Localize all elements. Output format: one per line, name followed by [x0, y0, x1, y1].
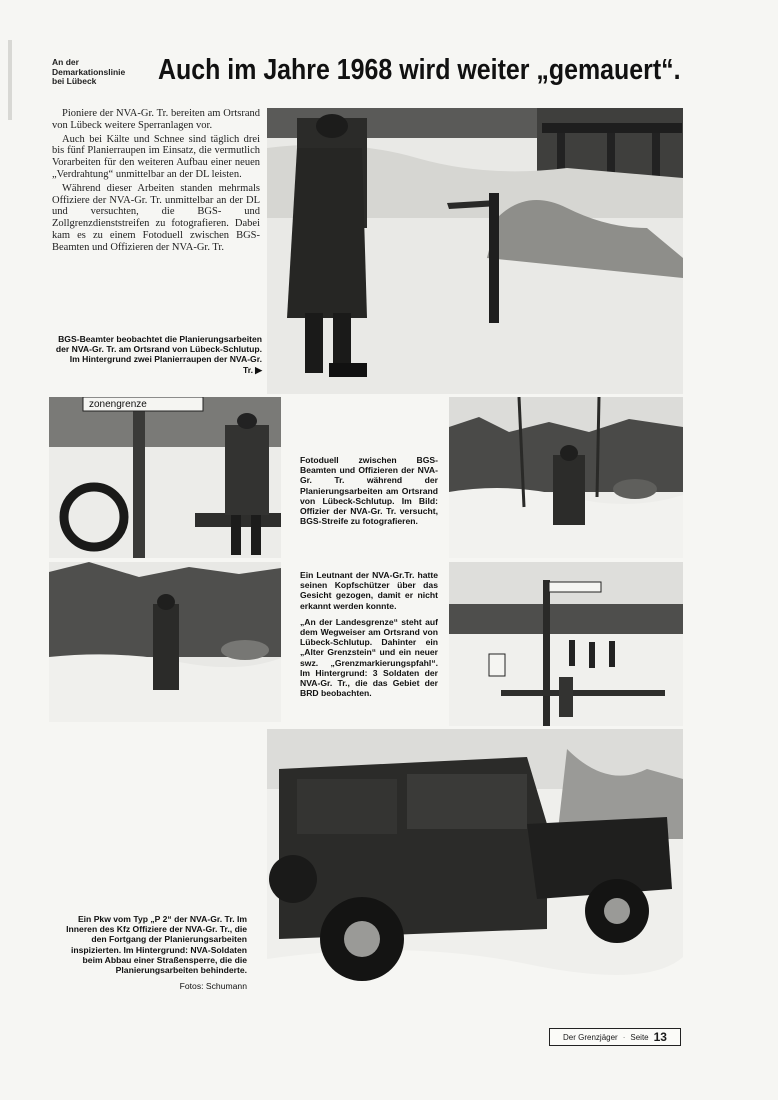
article-lead — [52, 108, 260, 254]
photo-zonengrenze-sign — [49, 397, 281, 558]
photo-masked-lieutenant — [49, 562, 281, 722]
scan-edge-mark — [8, 40, 12, 120]
publication-name: Der Grenzjäger — [563, 1032, 618, 1042]
photo-p2-vehicle-graphic — [267, 729, 683, 1014]
photo-officer-barrier-graphic — [267, 108, 683, 394]
pointer-arrow-icon: ▶ — [255, 364, 262, 375]
photo-officer-camera-graphic — [449, 397, 683, 558]
page-number: 13 — [653, 1030, 667, 1044]
caption-text: „An der Landesgrenze“ steht auf dem Wegweiser am Ortsrand von Lübeck-Schlutup. Dahinter ein „Alter Grenzstein“ und ein neuer swz. „Grenzmarkierungspfahl“. Im Hintergrund: 3 Soldaten der NVA-Gr. Tr., die das Gebiet der BRD beobachten. — [300, 616, 438, 699]
sign-label: zonengrenze — [89, 399, 147, 410]
caption-photo-duel — [300, 455, 438, 526]
page-label: Seite — [630, 1032, 649, 1042]
kicker-line: Demarkationslinie — [52, 66, 126, 77]
caption-text: Fotoduell zwischen BGS-Beamten und Offizieren der NVA-Gr. Tr. während der Planierungsarbeiten am Ortsrand von Lübeck-Schlutup. Im Bild: Offizier der NVA-Gr. Tr. versucht, BGS-Streife zu fotografieren. — [300, 455, 438, 527]
page-title: Auch im Jahre 1968 wird weiter „gemauert“. — [158, 54, 681, 86]
kicker-line: bei Lübeck — [52, 76, 97, 86]
photo-officer-barrier — [267, 108, 683, 394]
photo-masked-lieutenant-graphic — [49, 562, 281, 722]
kicker-line: An der — [52, 57, 79, 67]
article-paragraph: Auch bei Kälte und Schnee sind täglich drei bis fünf Planierraupen im Einsatz, die vermutlich Vorarbeiten für den weiteren Aufbau einer neuen „Verdrahtung“ unmittelbar an der DL leisten. — [52, 133, 260, 180]
photo-zonengrenze-graphic — [49, 397, 281, 558]
footer-separator: · — [622, 1032, 626, 1042]
photo-p2-vehicle — [267, 729, 683, 1014]
page-footer — [549, 1028, 681, 1046]
article-paragraph: Pioniere der NVA-Gr. Tr. bereiten am Ortsrand von Lübeck weitere Sperranlagen vor. — [52, 108, 260, 131]
caption-text: Ein Pkw vom Typ „P 2“ der NVA-Gr. Tr. Im Inneren des Kfz Offiziere der NVA-Gr. Tr., die den Fortgang der Planierungsarbeiten inspizierten. Im Hintergrund: NVA-Soldaten beim Abbau einer Straßensperre, die die Planierungsarbeiten behinderte. — [66, 914, 247, 976]
article-paragraph: Während dieser Arbeiten standen mehrmals Offiziere der NVA-Gr. Tr. unmittelbar an der DL und versuchten, die BGS- und Zollgrenzdienststreifen zu fotografieren. Dabei kam es zu einem Fotoduell zwischen BGS-Beamten und Offizieren der NVA-Gr. Tr. — [52, 182, 260, 253]
photo-landesgrenze-signpost — [449, 562, 683, 726]
caption-photo-officer-barrier — [52, 334, 262, 375]
kicker — [52, 58, 147, 87]
caption-photo-vehicle — [52, 914, 247, 991]
caption-photo-leutnant-and-sign — [300, 570, 438, 698]
caption-text: Ein Leutnant der NVA-Gr.Tr. hatte seinen Kopfschützer über das Gesicht gezogen, damit er nicht erkannt werden konnte. — [300, 570, 438, 611]
photo-officer-camera — [449, 397, 683, 558]
photo-signpost-graphic — [449, 562, 683, 726]
photo-credit: Fotos: Schumann — [179, 981, 247, 992]
caption-text: BGS-Beamter beobachtet die Planierungsarbeiten der NVA-Gr. Tr. am Ortsrand von Lübeck-Schlutup. Im Hintergrund zwei Planierraupen der NVA-Gr. Tr. — [55, 334, 262, 375]
